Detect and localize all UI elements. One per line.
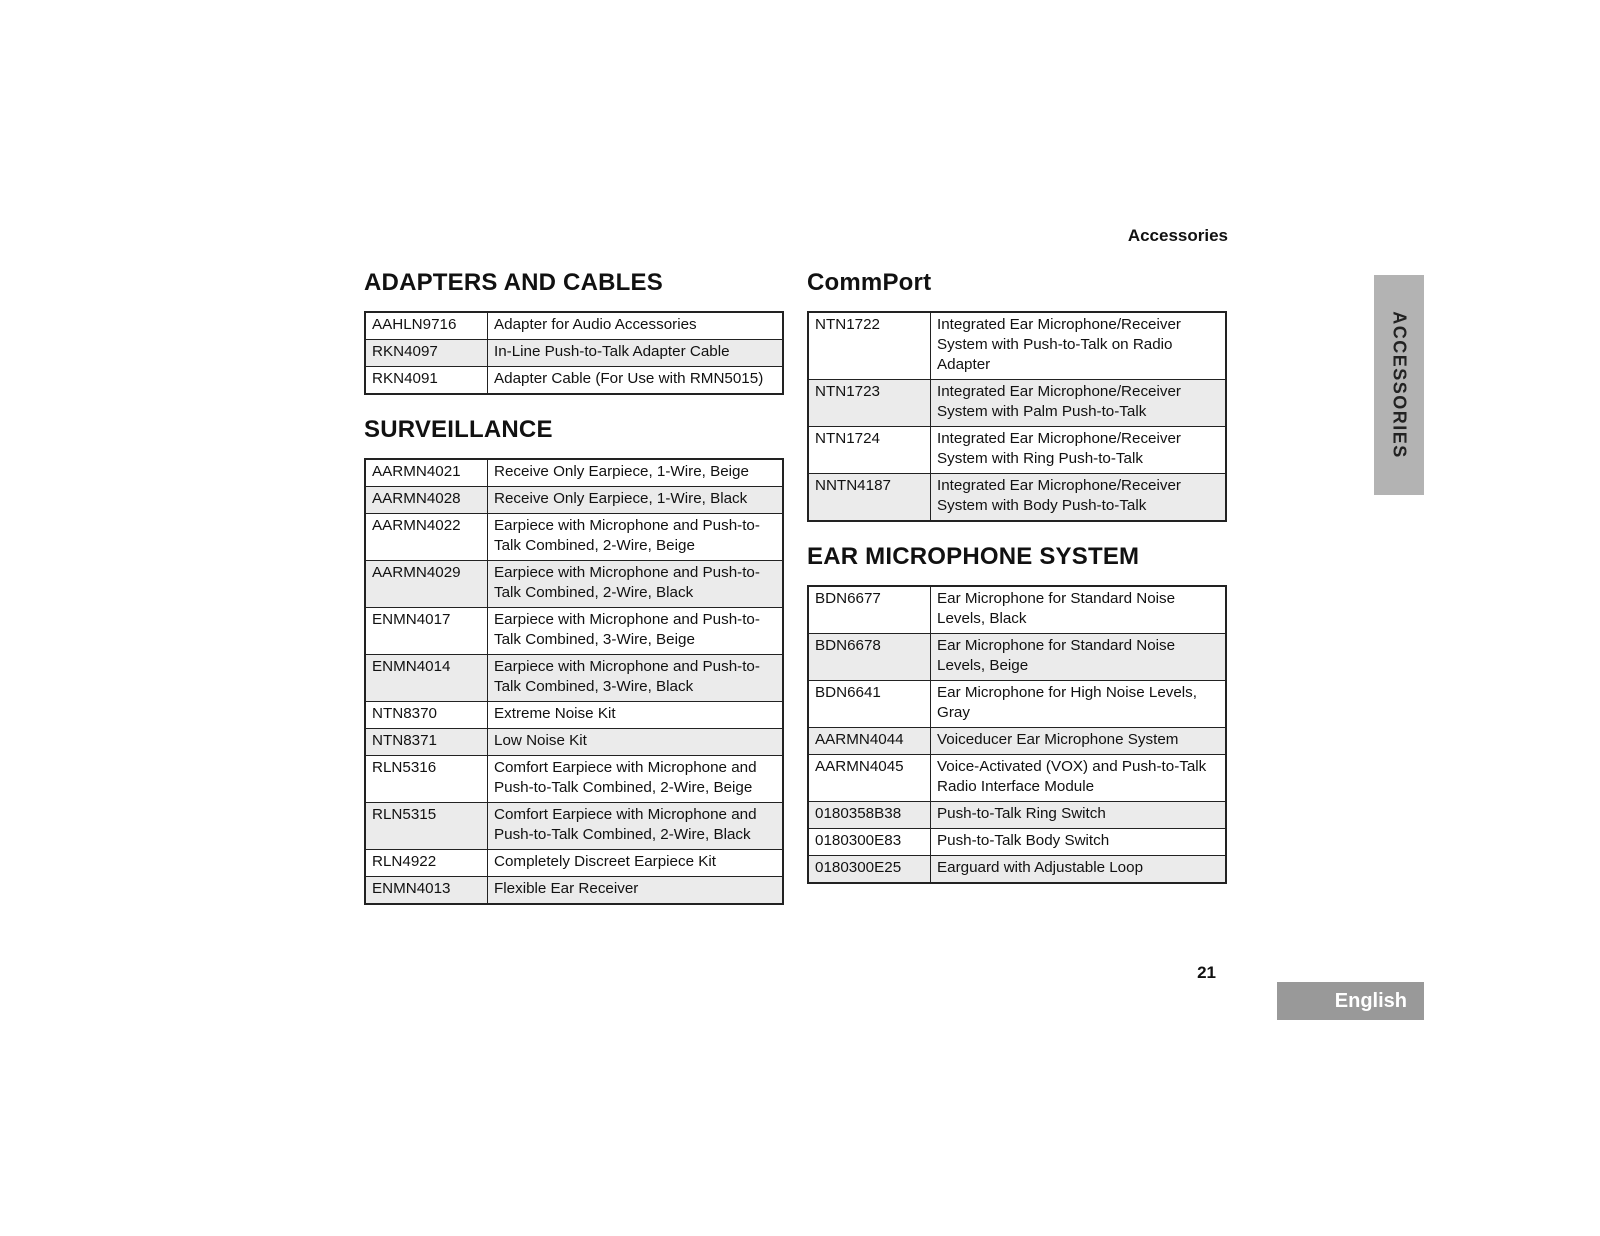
part-number-cell: ENMN4013 <box>365 877 488 905</box>
description-cell: Completely Discreet Earpiece Kit <box>488 850 784 877</box>
table-row <box>808 380 1226 427</box>
accessory-table <box>807 311 1227 522</box>
running-header-title: Accessories <box>1127 226 1228 245</box>
table-row <box>365 514 783 561</box>
part-number-cell: 0180300E25 <box>808 856 931 884</box>
part-number-cell: RLN5315 <box>365 803 488 850</box>
table-row <box>808 586 1226 634</box>
part-number-cell: BDN6677 <box>808 586 931 634</box>
description-cell: Ear Microphone for Standard Noise Levels, Beige <box>931 634 1227 681</box>
description-cell: Receive Only Earpiece, 1-Wire, Black <box>488 487 784 514</box>
description-cell: Flexible Ear Receiver <box>488 877 784 905</box>
part-number-cell: RKN4091 <box>365 367 488 395</box>
right-column <box>807 268 1227 884</box>
description-cell: Comfort Earpiece with Microphone and Push-to-Talk Combined, 2-Wire, Black <box>488 803 784 850</box>
description-cell: Receive Only Earpiece, 1-Wire, Beige <box>488 459 784 487</box>
part-number-cell: NTN8370 <box>365 702 488 729</box>
table-row <box>365 850 783 877</box>
description-cell: Earpiece with Microphone and Push-to-Talk Combined, 3-Wire, Beige <box>488 608 784 655</box>
section-title: CommPort <box>807 269 932 296</box>
table-row <box>365 367 783 395</box>
part-number-cell: NTN1724 <box>808 427 931 474</box>
table-row <box>365 340 783 367</box>
description-cell: Integrated Ear Microphone/Receiver System with Body Push-to-Talk <box>931 474 1227 522</box>
table-row <box>365 312 783 340</box>
description-cell: Push-to-Talk Ring Switch <box>931 802 1227 829</box>
part-number-cell: RKN4097 <box>365 340 488 367</box>
table-row <box>365 561 783 608</box>
side-tab-label: ACCESSORIES <box>1389 311 1410 459</box>
description-cell: Integrated Ear Microphone/Receiver System with Palm Push-to-Talk <box>931 380 1227 427</box>
table-row <box>808 856 1226 884</box>
section-title: EAR MICROPHONE SYSTEM <box>807 543 1140 570</box>
part-number-cell: NTN1722 <box>808 312 931 380</box>
description-cell: Ear Microphone for High Noise Levels, Gray <box>931 681 1227 728</box>
part-number-cell: ENMN4017 <box>365 608 488 655</box>
part-number-cell: 0180358B38 <box>808 802 931 829</box>
table-row <box>808 755 1226 802</box>
table-row <box>365 877 783 905</box>
description-cell: Extreme Noise Kit <box>488 702 784 729</box>
table-row <box>365 702 783 729</box>
part-number-cell: BDN6678 <box>808 634 931 681</box>
part-number-cell: ENMN4014 <box>365 655 488 702</box>
accessory-table <box>364 458 784 905</box>
description-cell: Integrated Ear Microphone/Receiver System with Push-to-Talk on Radio Adapter <box>931 312 1227 380</box>
part-number-cell: RLN5316 <box>365 756 488 803</box>
table-row <box>808 474 1226 522</box>
table-row <box>808 802 1226 829</box>
part-number-cell: AARMN4045 <box>808 755 931 802</box>
description-cell: Push-to-Talk Body Switch <box>931 829 1227 856</box>
description-cell: Earpiece with Microphone and Push-to-Talk Combined, 2-Wire, Black <box>488 561 784 608</box>
part-number-cell: AAHLN9716 <box>365 312 488 340</box>
description-cell: Adapter Cable (For Use with RMN5015) <box>488 367 784 395</box>
part-number-cell: NNTN4187 <box>808 474 931 522</box>
part-number-cell: AARMN4028 <box>365 487 488 514</box>
part-number-cell: AARMN4044 <box>808 728 931 755</box>
part-number-cell: AARMN4021 <box>365 459 488 487</box>
table-row <box>808 681 1226 728</box>
side-section-tab <box>1374 275 1424 495</box>
part-number-cell: 0180300E83 <box>808 829 931 856</box>
table-row <box>808 427 1226 474</box>
description-cell: Voiceducer Ear Microphone System <box>931 728 1227 755</box>
section-adapters-and-cables <box>364 268 784 395</box>
language-tab: English <box>1277 982 1424 1020</box>
table-row <box>365 803 783 850</box>
section-title: SURVEILLANCE <box>364 416 553 443</box>
part-number-cell: AARMN4029 <box>365 561 488 608</box>
part-number-cell: BDN6641 <box>808 681 931 728</box>
table-row <box>808 634 1226 681</box>
section-commport <box>807 268 1227 522</box>
table-row <box>808 829 1226 856</box>
part-number-cell: NTN1723 <box>808 380 931 427</box>
description-cell: Comfort Earpiece with Microphone and Push-to-Talk Combined, 2-Wire, Beige <box>488 756 784 803</box>
table-row <box>365 655 783 702</box>
table-row <box>365 487 783 514</box>
section-ear-microphone-system <box>807 542 1227 884</box>
description-cell: Earpiece with Microphone and Push-to-Talk Combined, 3-Wire, Black <box>488 655 784 702</box>
description-cell: Ear Microphone for Standard Noise Levels, Black <box>931 586 1227 634</box>
description-cell: Voice-Activated (VOX) and Push-to-Talk Radio Interface Module <box>931 755 1227 802</box>
section-title: ADAPTERS AND CABLES <box>364 269 663 296</box>
section-surveillance <box>364 415 784 905</box>
description-cell: In-Line Push-to-Talk Adapter Cable <box>488 340 784 367</box>
table-row <box>808 728 1226 755</box>
part-number-cell: NTN8371 <box>365 729 488 756</box>
table-row <box>365 756 783 803</box>
table-row <box>808 312 1226 380</box>
description-cell: Integrated Ear Microphone/Receiver System with Ring Push-to-Talk <box>931 427 1227 474</box>
description-cell: Adapter for Audio Accessories <box>488 312 784 340</box>
table-row <box>365 608 783 655</box>
description-cell: Earguard with Adjustable Loop <box>931 856 1227 884</box>
description-cell: Low Noise Kit <box>488 729 784 756</box>
table-row <box>365 459 783 487</box>
part-number-cell: AARMN4022 <box>365 514 488 561</box>
page-number: 21 <box>1197 963 1216 982</box>
accessory-table <box>364 311 784 395</box>
table-row <box>365 729 783 756</box>
accessory-table <box>807 585 1227 884</box>
description-cell: Earpiece with Microphone and Push-to-Talk Combined, 2-Wire, Beige <box>488 514 784 561</box>
left-column <box>364 268 784 905</box>
part-number-cell: RLN4922 <box>365 850 488 877</box>
